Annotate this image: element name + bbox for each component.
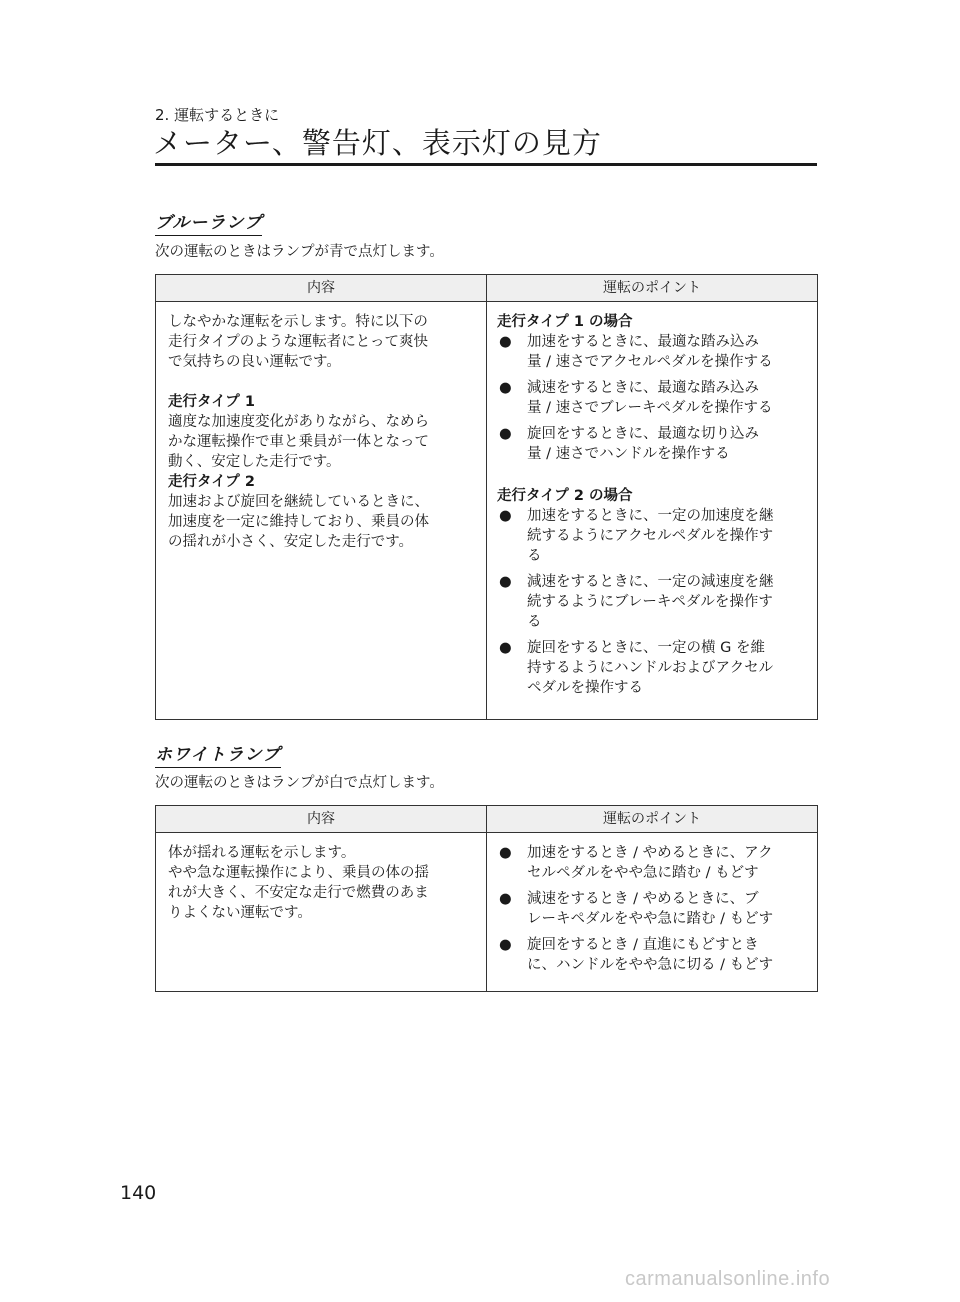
point-line: 加速をするとき / やめるときに、アク [527, 845, 773, 861]
point-line: セルペダルをやや急に踏む / もどす [527, 865, 759, 881]
page-number: 140 [120, 1182, 157, 1204]
point-line: 減速をするとき / やめるときに、ブ [527, 891, 759, 907]
content-line: 加速および旋回を継続しているときに、 [168, 494, 429, 510]
list-item [497, 572, 807, 632]
white-lamp-points-list [497, 843, 807, 975]
content-line: の揺れが小さく、安定した走行です。 [168, 534, 414, 550]
point-line: 加速をするときに、最適な踏み込み [527, 334, 759, 350]
white-lamp-points-cell [487, 833, 818, 992]
white-lamp-content-cell [156, 833, 487, 992]
column-header-points: 運転のポイント [487, 806, 818, 833]
point-line: 旋回をするときに、最適な切り込み [527, 426, 759, 442]
list-item [497, 424, 807, 464]
points-type-1-list [497, 332, 807, 464]
bullet-icon: ● [499, 574, 512, 590]
bullet-icon: ● [499, 380, 512, 396]
white-lamp-table [155, 805, 818, 992]
bullet-icon: ● [499, 508, 512, 524]
list-item [497, 889, 807, 929]
content-line: 走行タイプのような運転者にとって爽快 [168, 334, 428, 350]
blue-lamp-description: 次の運転のときはランプが青で点灯します。 [155, 244, 444, 260]
content-line: 加速度を一定に維持しており、乗員の体 [168, 514, 429, 530]
bullet-icon: ● [499, 937, 512, 953]
bullet-icon: ● [499, 845, 512, 861]
chapter-heading: 2. 運転するときに [155, 106, 280, 124]
list-item [497, 935, 807, 975]
white-lamp-title: ホワイトランプ [155, 740, 281, 768]
blue-lamp-title: ブルーランプ [155, 208, 262, 236]
bullet-icon: ● [499, 334, 512, 350]
point-line: 量 / 速さでアクセルペダルを操作する [527, 354, 773, 370]
content-line: 動く、安定した走行です。 [168, 454, 341, 470]
content-line: で気持ちの良い運転です。 [168, 354, 341, 370]
point-line: レーキペダルをやや急に踏む / もどす [527, 911, 774, 927]
list-item [497, 638, 807, 698]
driving-type-1-label: 走行タイプ 1 [168, 394, 255, 410]
bullet-icon: ● [499, 640, 512, 656]
point-line: 量 / 速さでハンドルを操作する [527, 446, 730, 462]
blue-lamp-content-cell [156, 302, 487, 720]
title-divider [155, 163, 817, 166]
point-line: 旋回をするときに、一定の横 G を維 [527, 640, 765, 656]
point-line: る [527, 548, 542, 564]
point-line: 減速をするときに、一定の減速度を継 [527, 574, 774, 590]
point-line: 旋回をするとき / 直進にもどすとき [527, 937, 759, 953]
content-line: 体が揺れる運転を示します。 [168, 845, 356, 861]
point-line: る [527, 614, 542, 630]
point-line: 続するようにブレーキペダルを操作す [527, 594, 773, 610]
blue-lamp-points-cell [487, 302, 818, 720]
content-line: しなやかな運転を示します。特に以下の [168, 314, 428, 330]
watermark: carmanualsonline.info [625, 1268, 831, 1290]
points-type-1-heading: 走行タイプ 1 の場合 [497, 314, 633, 330]
content-line: れが大きく、不安定な走行で燃費のあま [168, 885, 429, 901]
list-item [497, 378, 807, 418]
page-title: メーター、警告灯、表示灯の見方 [153, 126, 602, 160]
bullet-icon: ● [499, 891, 512, 907]
point-line: 続するようにアクセルペダルを操作す [527, 528, 774, 544]
content-line: りよくない運転です。 [168, 905, 312, 921]
point-line: に、ハンドルをやや急に切る / もどす [527, 957, 774, 973]
bullet-icon: ● [499, 426, 512, 442]
point-line: 量 / 速さでブレーキペダルを操作する [527, 400, 773, 416]
content-line: やや急な運転操作により、乗員の体の揺 [168, 865, 429, 881]
blue-lamp-table [155, 274, 818, 720]
points-type-2-list [497, 506, 807, 698]
list-item [497, 843, 807, 883]
list-item [497, 332, 807, 372]
content-line: かな運転操作で車と乗員が一体となって [168, 434, 429, 450]
point-line: 減速をするときに、最適な踏み込み [527, 380, 759, 396]
list-item [497, 506, 807, 566]
points-type-2-heading: 走行タイプ 2 の場合 [497, 488, 633, 504]
driving-type-2-label: 走行タイプ 2 [168, 474, 255, 490]
point-line: ペダルを操作する [527, 680, 643, 696]
column-header-content: 内容 [156, 806, 487, 833]
point-line: 加速をするときに、一定の加速度を継 [527, 508, 774, 524]
white-lamp-description: 次の運転のときはランプが白で点灯します。 [155, 775, 444, 791]
content-line: 適度な加速度変化がありながら、なめら [168, 414, 429, 430]
point-line: 持するようにハンドルおよびアクセル [527, 660, 774, 676]
column-header-content: 内容 [156, 275, 487, 302]
column-header-points: 運転のポイント [487, 275, 818, 302]
